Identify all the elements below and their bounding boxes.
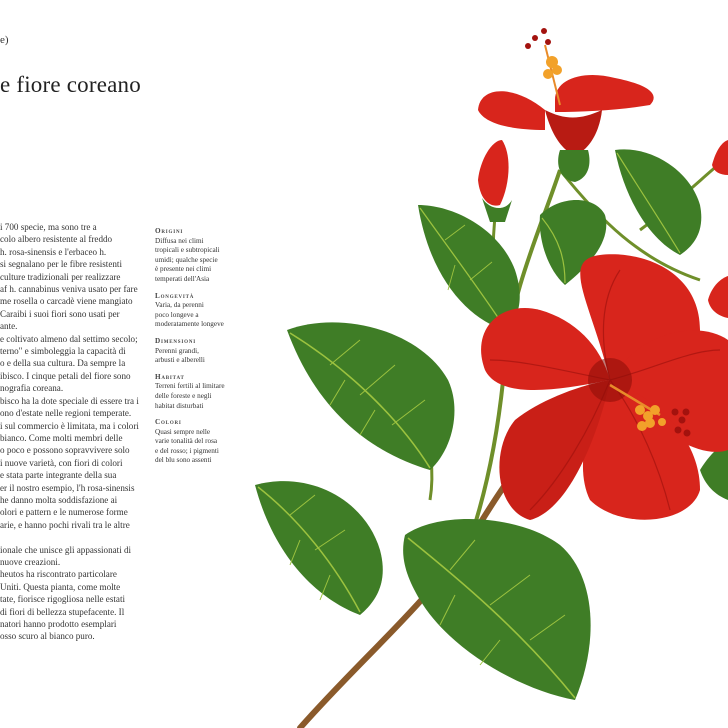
fact-line: e del rosso; i pigmenti [155,446,219,455]
fact-line: Quasi sempre nelle [155,427,211,436]
body-line: bianco. Come molti membri delle [0,432,123,443]
body-line: i nuove varietà, con fiori di colori [0,457,123,468]
body-line: nuove creazioni. [0,556,61,567]
leaf [287,322,454,470]
body-line: er il nostro esempio, l'h rosa-sinensis [0,482,135,493]
body-line: tate, fiorisce rigogliosa nelle estati [0,594,125,605]
body-line: nografia coreana. [0,383,64,394]
leaf [418,205,520,330]
body-line: h. rosa-sinensis e l'erbaceo h. [0,246,107,257]
body-line: ante. [0,321,18,332]
article-body [0,221,150,643]
body-line: i sul commercio è limitata, ma i colori [0,420,139,431]
fact-line: poco longeve a [155,310,199,319]
hibiscus-illustration [240,0,728,728]
leaf [403,519,591,700]
body-line: osso scuro al bianco puro. [0,631,95,642]
fact-line: Diffusa nei climi [155,236,204,245]
body-line: heutos ha riscontrato particolare [0,569,117,580]
fact-line: Terreni fertili al limitare [155,382,225,391]
fact-heading: Habitat [155,372,185,381]
body-line: o poco e possono sopravvivere solo [0,445,130,456]
body-line: culture tradizionali per realizzare [0,271,121,282]
fact-line: varie tonalità del rosa [155,437,218,446]
body-line: si segnalano per le fibre resistenti [0,259,122,270]
fact-line: moderatamente longeve [155,320,224,329]
fact-heading: Colori [155,418,182,427]
body-line: ono d'estate nelle regioni temperate. [0,408,132,419]
fact-line: umidi; qualche specie [155,255,218,264]
fact-heading: Origini [155,227,184,235]
body-line: colo albero resistente al freddo [0,234,113,245]
fact-line: Varia, da perenni [155,301,204,310]
fact-line: tropicali e subtropicali [155,246,220,255]
body-line: di fiori di bellezza stupefacente. Il [0,606,125,617]
fact-line: del blu sono assenti [155,456,212,465]
body-line: bisco ha la dote speciale di essere tra i [0,395,139,406]
fact-heading: Longevità [155,291,195,300]
fact-heading: Dimensioni [155,336,196,345]
body-line [0,531,150,543]
leaf [255,481,383,615]
body-line: natori hanno prodotto esemplari [0,619,117,629]
fact-line: è presente nei climi [155,265,212,274]
body-line: arie, e hanno pochi rivali tra le altre [0,519,130,530]
body-line: i 700 specie, ma sono tre a [0,222,97,232]
fact-line: habitat disturbati [155,401,204,410]
flower-bud [708,276,728,318]
body-line: o e della sua cultura. Da sempre la [0,358,126,369]
fact-line: arbusti e alberelli [155,356,205,365]
body-line: e stata parte integrante della sua [0,470,117,481]
breadcrumb: e) [0,34,9,46]
body-line: ibisco. I cinque petali del fiore sono [0,370,131,381]
body-line: terno" e simboleggia la capacità di [0,346,126,357]
page-title: e fiore coreano [0,72,141,97]
fact-line: temperati dell'Asia [155,274,210,283]
body-line: Uniti. Questa pianta, come molte [0,581,121,592]
body-line: af h. cannabinus veniva usato per fare [0,284,138,295]
body-line: e coltivato almeno dal settimo secolo; [0,333,138,344]
body-line: olori e pattern e le numerose forme [0,507,128,518]
body-line: he danno molta soddisfazione ai [0,494,118,505]
fact-line: delle foreste e negli [155,391,212,400]
fact-line: Perenni grandi, [155,346,199,355]
body-line: Caraibi i suoi fiori sono usati per [0,308,120,319]
body-line: ionale che unisce gli appassionati di [0,544,132,555]
flower-bud [478,140,512,222]
body-line: me rosella o carcadè viene mangiato [0,296,133,307]
